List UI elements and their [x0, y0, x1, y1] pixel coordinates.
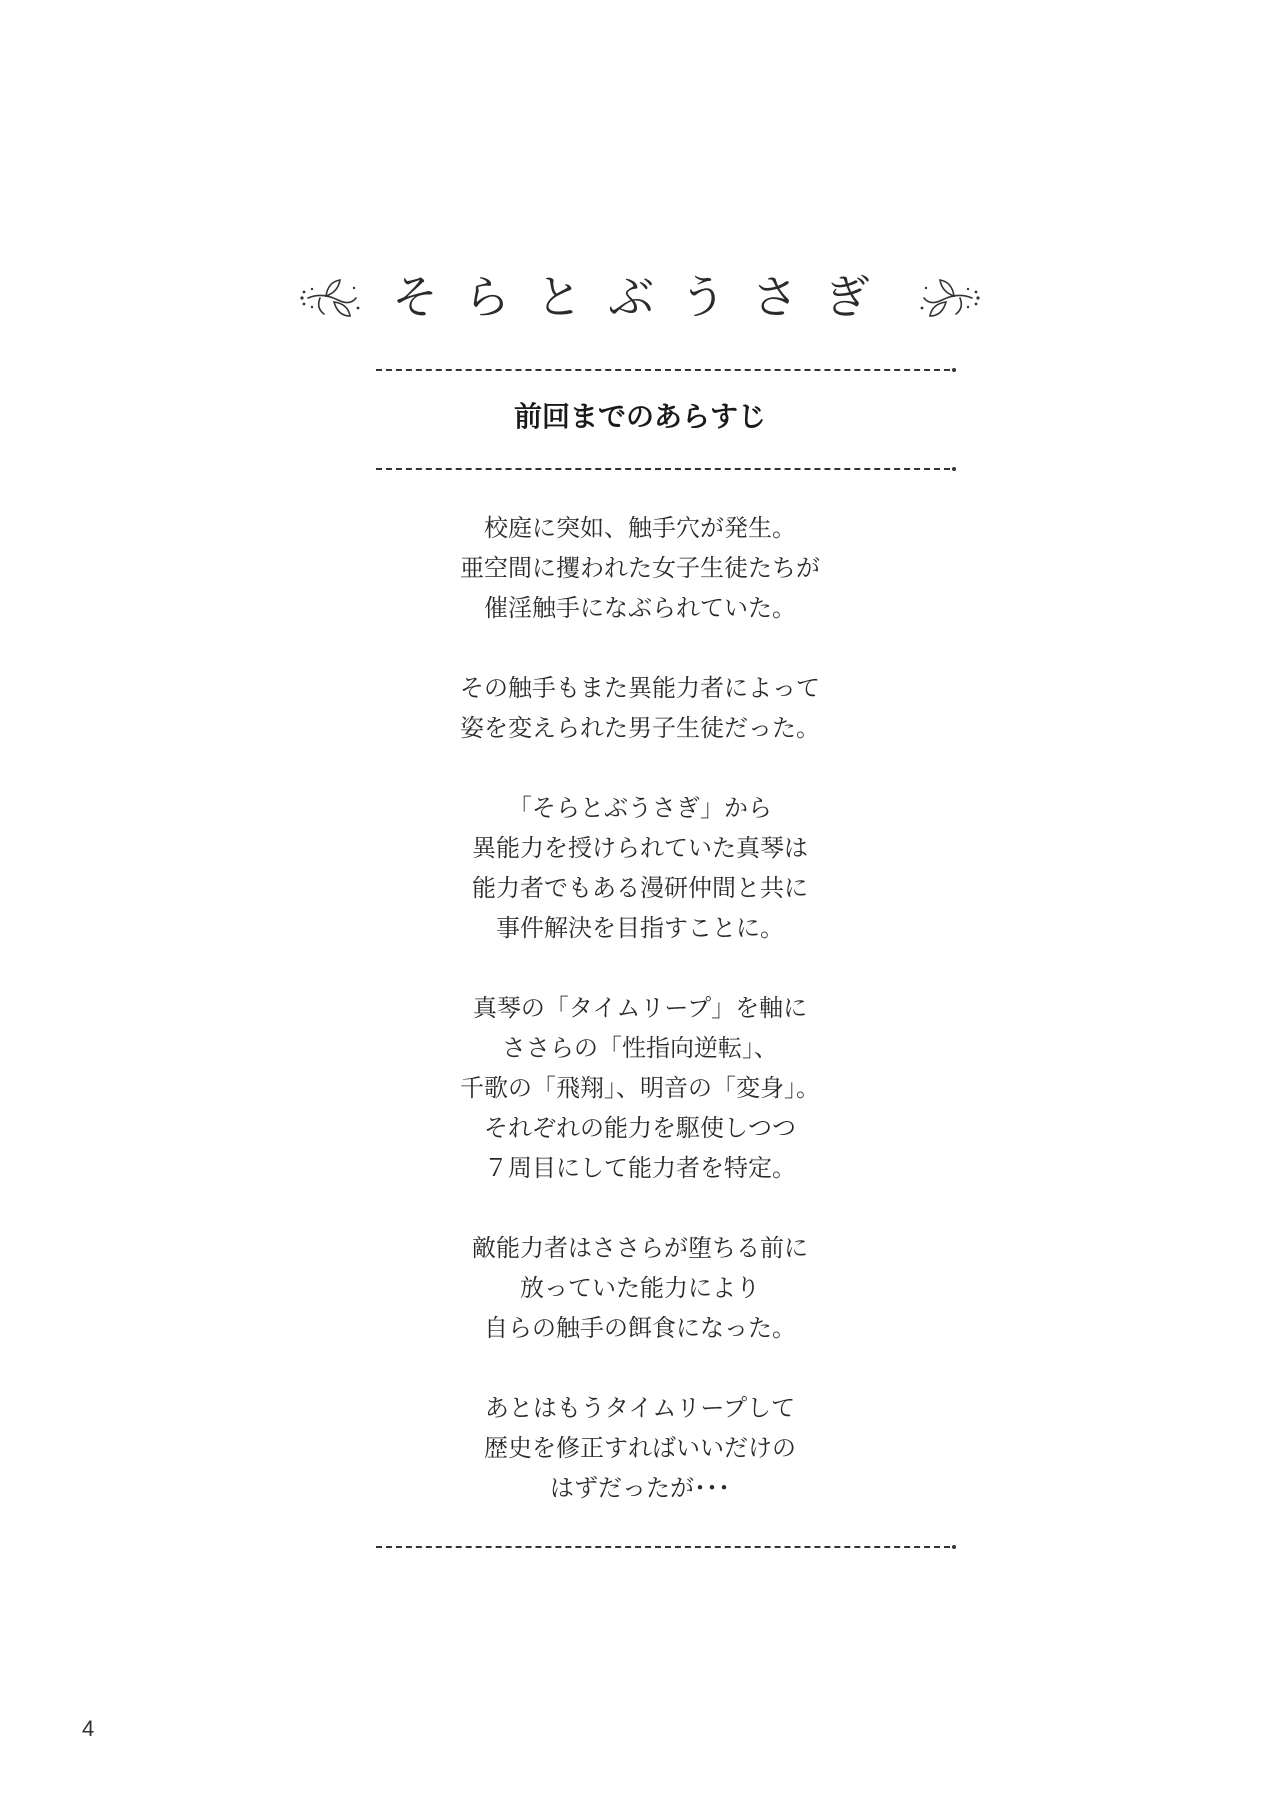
synopsis-line: 敵能力者はささらが堕ちる前に — [472, 1234, 808, 1262]
page-number: 4 — [82, 1716, 95, 1741]
synopsis-line: それぞれの能力を駆使しつつ — [484, 1114, 796, 1142]
divider-end-dot — [952, 1545, 956, 1549]
synopsis-line: 催淫触手になぶられていた。 — [484, 594, 796, 622]
synopsis-text — [0, 508, 1280, 1548]
section-heading: 前回までのあらすじ — [513, 400, 766, 433]
synopsis-line: その触手もまた異能力者によって — [460, 674, 820, 702]
synopsis-paragraph — [0, 508, 1280, 628]
book-title: そらとぶうさぎ — [392, 270, 896, 324]
title-row — [0, 262, 1280, 332]
synopsis-line: 「そらとぶうさぎ」から — [508, 794, 772, 822]
synopsis-line: ７周目にして能力者を特定。 — [484, 1154, 796, 1182]
dashed-divider-top — [376, 369, 950, 371]
synopsis-line: 放っていた能力により — [520, 1274, 760, 1302]
synopsis-line: ささらの「性指向逆転」、 — [502, 1034, 778, 1062]
synopsis-line: 歴史を修正すればいいだけの — [484, 1434, 796, 1462]
synopsis-line: 姿を変えられた男子生徒だった。 — [460, 714, 820, 742]
synopsis-line: はずだったが･･･ — [550, 1474, 730, 1502]
synopsis-paragraph — [0, 1228, 1280, 1348]
synopsis-line: 亜空間に攫われた女子生徒たちが — [460, 554, 820, 582]
leaf-ornament-left-icon — [298, 272, 362, 322]
synopsis-line: 千歌の「飛翔」、明音の「変身」。 — [460, 1074, 820, 1102]
synopsis-line: 能力者でもある漫研仲間と共に — [472, 874, 808, 902]
dashed-divider-bottom — [376, 1546, 950, 1548]
divider-end-dot — [952, 467, 956, 471]
divider-end-dot — [952, 368, 956, 372]
leaf-ornament-right-icon — [918, 272, 982, 322]
synopsis-line: あとはもうタイムリープして — [484, 1394, 796, 1422]
synopsis-line: 校庭に突如、触手穴が発生。 — [484, 514, 796, 542]
synopsis-paragraph — [0, 988, 1280, 1188]
synopsis-line: 自らの触手の餌食になった。 — [484, 1314, 796, 1342]
synopsis-paragraph — [0, 668, 1280, 748]
synopsis-line: 真琴の「タイムリープ」を軸に — [472, 994, 808, 1022]
synopsis-line: 事件解決を目指すことに。 — [496, 914, 784, 942]
synopsis-line: 異能力を授けられていた真琴は — [472, 834, 808, 862]
synopsis-paragraph — [0, 1388, 1280, 1508]
synopsis-paragraph — [0, 788, 1280, 948]
dashed-divider-middle — [376, 468, 950, 470]
